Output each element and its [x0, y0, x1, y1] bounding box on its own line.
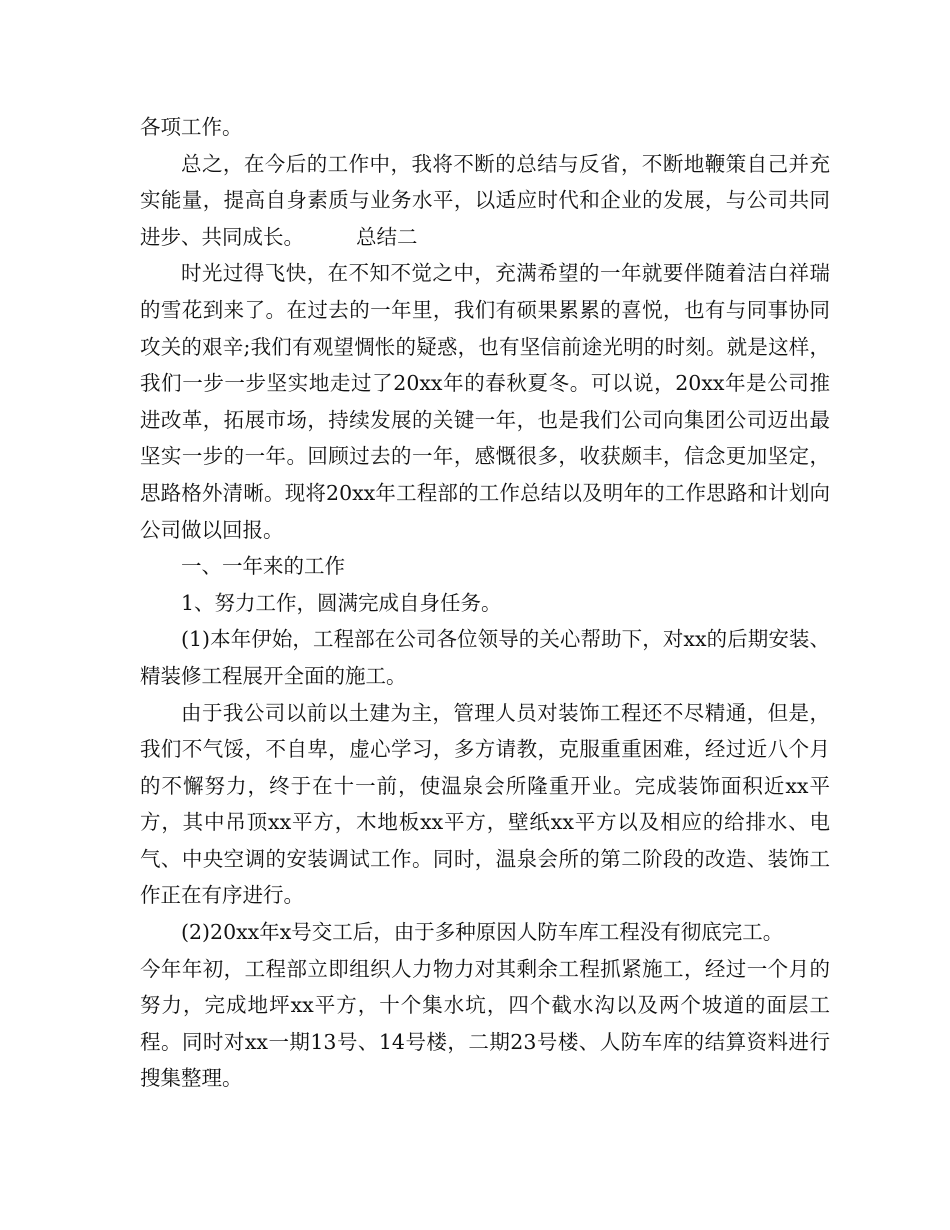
paragraph-text: 时光过得飞快，在不知不觉之中，充满希望的一年就要伴随着洁白祥瑞的雪花到来了。在过去的一年里，我们有硕果累累的喜悦，也有与同事协同攻关的艰辛;我们有观望惆怅的疑惑，也有坚信前途光明的时刻。就是这样，我们一步一步坚实地走过了20xx年的春秋夏冬。可以说，20xx年是公司推进改革，拓展市场，持续发展的关键一年，也是我们公司向集团公司迈出最坚实一步的一年。回顾过去的一年，感慨很多，收获颇丰，信念更加坚定，思路格外清晰。现将20xx年工程部的工作总结以及明年的工作思路和计划向公司做以回报。	[140, 261, 830, 542]
section-heading-work	[140, 548, 830, 585]
paragraph-text: 总之，在今后的工作中，我将不断的总结与反省，不断地鞭策自己并充实能量，提高自身素质与业务水平，以适应时代和企业的发展，与公司共同进步、共同成长。	[140, 151, 830, 249]
paragraph-continuation	[140, 109, 830, 146]
paragraph-text: 今年年初，工程部立即组织人力物力对其剩余工程抓紧施工，经过一个月的努力，完成地坪xx平方，十个集水坑，四个截水沟以及两个坡道的面层工程。同时对xx一期13号、14号楼，二期23号楼、人防车库的结算资料进行搜集整理。	[140, 956, 830, 1091]
paragraph-item-2-first-line	[140, 914, 830, 951]
paragraph-item-2-continued	[140, 951, 830, 1097]
paragraph-text: 由于我公司以前以土建为主，管理人员对装饰工程还不尽精通，但是，我们不气馁，不自卑，虚心学习，多方请教，克服重重困难，经过近八个月的不懈努力，终于在十一前，使温泉会所隆重开业。完成装饰面积近xx平方，其中吊顶xx平方，木地板xx平方，壁纸xx平方以及相应的给排水、电气、中央空调的安装调试工作。同时，温泉会所的第二阶段的改造、装饰工作正在有序进行。	[140, 700, 830, 908]
paragraph-intro	[140, 255, 830, 548]
paragraph-conclusion	[140, 146, 830, 256]
document-body	[140, 109, 830, 1097]
section-heading-summary-two: 总结二	[356, 224, 418, 249]
paragraph-text: (2)20xx年x号交工后，由于多种原因人防车库工程没有彻底完工。	[181, 920, 784, 945]
heading-text: 1、努力工作，圆满完成自身任务。	[181, 590, 502, 615]
paragraph-text: 各项工作。	[140, 115, 243, 139]
heading-text: 一、一年来的工作	[181, 554, 345, 579]
paragraph-decoration-work	[140, 695, 830, 915]
paragraph-text: (1)本年伊始，工程部在公司各位领导的关心帮助下，对xx的后期安装、精装修工程展开全面的施工。	[140, 627, 830, 688]
paragraph-item-1	[140, 621, 830, 694]
subsection-heading-task	[140, 585, 830, 622]
